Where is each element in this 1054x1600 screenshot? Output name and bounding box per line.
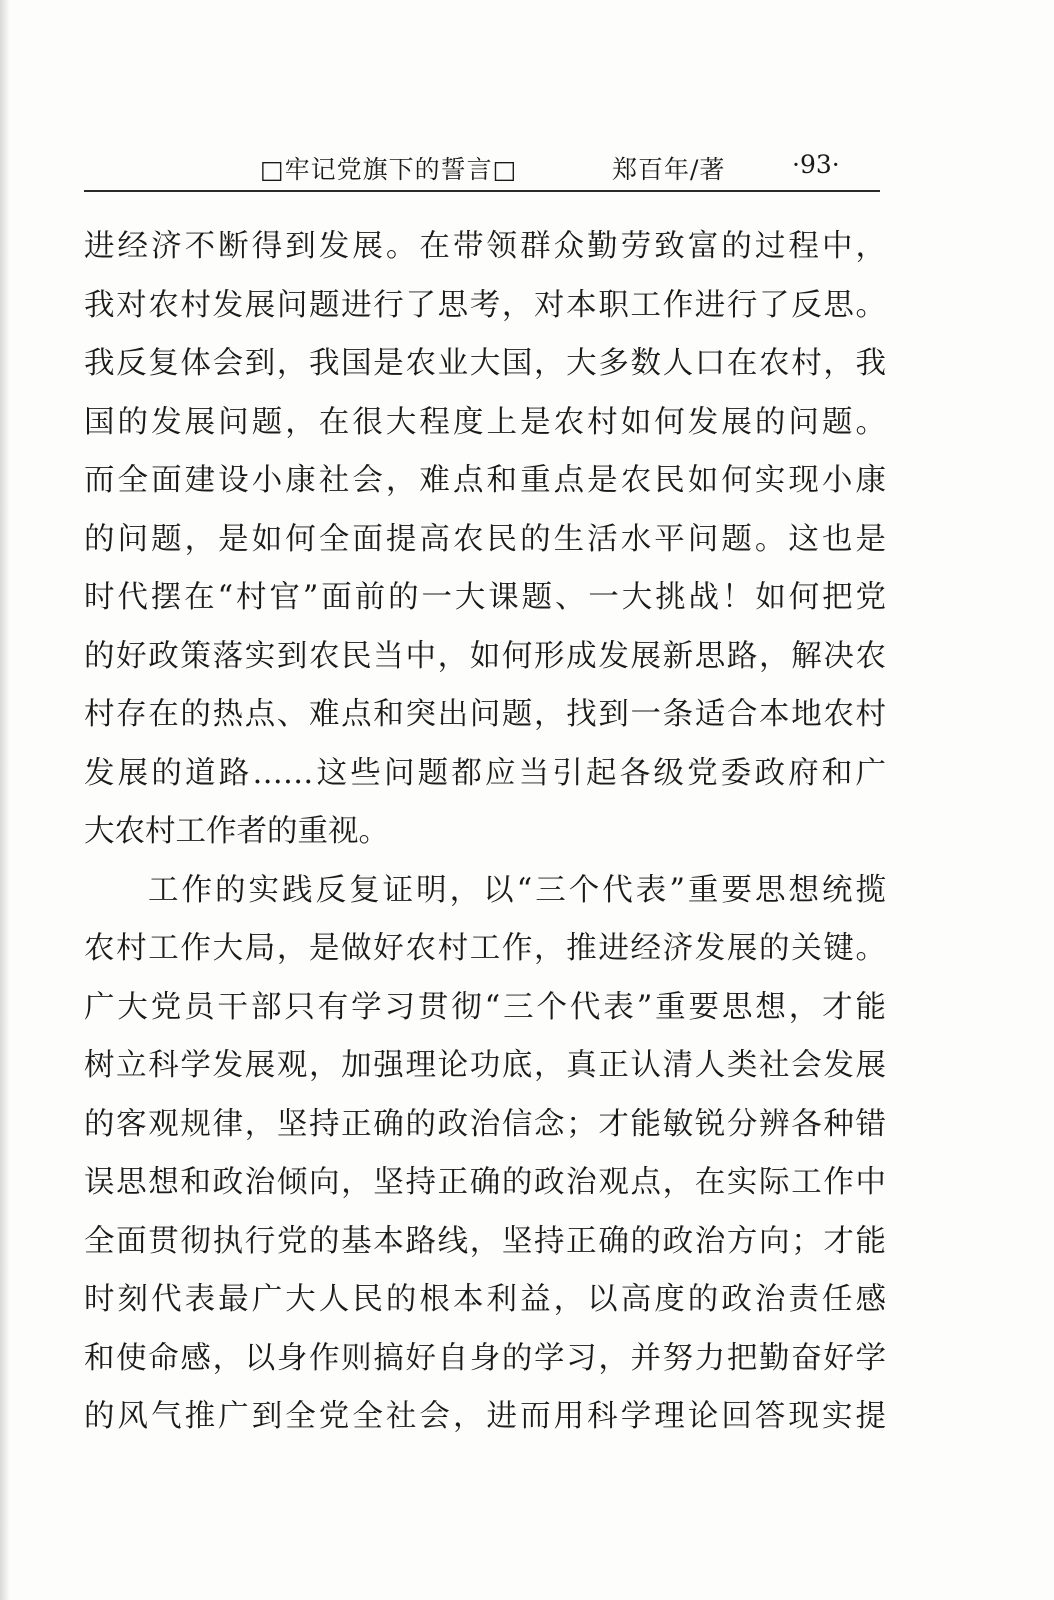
text-line: 我对农村发展问题进行了思考，对本职工作进行了反思。 [84, 287, 886, 323]
text-line: 进经济不断得到发展。在带领群众勤劳致富的过程中， [84, 229, 886, 264]
page-number: ·93· [792, 150, 840, 179]
text-line: 发展的道路……这些问题都应当引起各级党委政府和广 [84, 755, 886, 791]
text-line: 的好政策落实到农民当中，如何形成发展新思路，解决农 [84, 638, 886, 674]
page-edge-shadow [0, 0, 10, 1600]
text-line: 工作的实践反复证明，以“三个代表”重要思想统揽 [148, 872, 886, 908]
body-text [84, 218, 886, 1447]
text-line: 误思想和政治倾向，坚持正确的政治观点，在实际工作中 [84, 1165, 886, 1200]
text-line: 而全面建设小康社会，难点和重点是农民如何实现小康 [84, 463, 886, 498]
text-line: 广大党员干部只有学习贯彻“三个代表”重要思想，才能 [84, 989, 886, 1025]
header-author: 郑百年/著 [612, 155, 726, 184]
paragraph-2 [84, 862, 886, 1447]
running-header [84, 146, 880, 190]
text-line: 的客观规律，坚持正确的政治信念；才能敏锐分辨各种错 [84, 1106, 886, 1142]
text-line: 大农村工作者的重视。 [84, 814, 389, 849]
header-book-title: □牢记党旗下的誓言□ [260, 155, 518, 184]
text-line: 时刻代表最广大人民的根本利益，以高度的政治责任感 [84, 1282, 886, 1317]
text-line: 我反复体会到，我国是农业大国，大多数人口在农村，我 [84, 346, 886, 381]
text-line: 农村工作大局，是做好农村工作，推进经济发展的关键。 [84, 931, 886, 966]
text-line: 的问题，是如何全面提高农民的生活水平问题。这也是 [84, 521, 886, 557]
text-line: 树立科学发展观，加强理论功底，真正认清人类社会发展 [84, 1048, 886, 1083]
text-line: 的风气推广到全党全社会，进而用科学理论回答现实提 [84, 1399, 886, 1434]
header-rule [84, 190, 880, 192]
paragraph-1 [84, 218, 886, 862]
text-line: 全面贯彻执行党的基本路线，坚持正确的政治方向；才能 [84, 1223, 886, 1259]
text-line: 村存在的热点、难点和突出问题，找到一条适合本地农村 [84, 697, 886, 732]
text-line: 时代摆在“村官”面前的一大课题、一大挑战！如何把党 [84, 580, 886, 615]
text-line: 和使命感，以身作则搞好自身的学习，并努力把勤奋好学 [84, 1340, 886, 1376]
text-line: 国的发展问题，在很大程度上是农村如何发展的问题。 [84, 404, 886, 440]
